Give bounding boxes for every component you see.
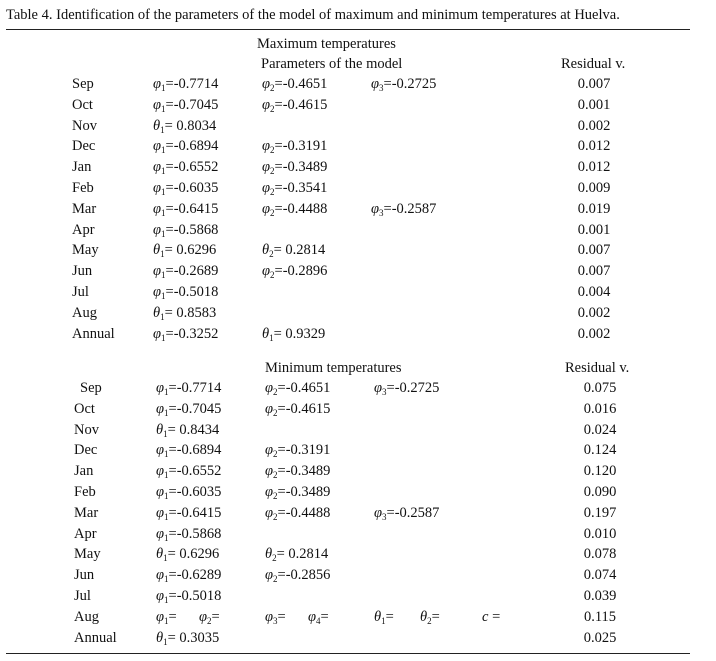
param-subscript: 1 bbox=[160, 125, 165, 135]
param-subscript: 3 bbox=[382, 387, 387, 397]
param-value: = bbox=[385, 609, 394, 625]
param-subscript: 1 bbox=[160, 249, 165, 259]
param-symbol: φ bbox=[153, 159, 162, 175]
param-value: = 0.8434 bbox=[167, 422, 220, 438]
param-symbol: φ bbox=[265, 505, 274, 521]
param-subscript: 1 bbox=[161, 333, 166, 343]
residual-value: 0.025 bbox=[583, 630, 617, 646]
param-3 bbox=[374, 504, 439, 522]
param-symbol: φ bbox=[265, 463, 274, 479]
param-value: = 0.9329 bbox=[273, 326, 326, 342]
residual-value: 0.078 bbox=[583, 546, 617, 562]
row-month: Feb bbox=[74, 484, 96, 500]
aug-param-2 bbox=[199, 608, 220, 626]
param-subscript: 2 bbox=[269, 249, 274, 259]
param-1 bbox=[156, 566, 221, 584]
param-value: =-0.6552 bbox=[168, 463, 222, 479]
residual-value: 0.002 bbox=[577, 118, 611, 134]
param-value: = 0.2814 bbox=[276, 546, 329, 562]
param-2 bbox=[262, 75, 327, 93]
param-value: =-0.4651 bbox=[277, 380, 331, 396]
param-3 bbox=[371, 200, 436, 218]
param-symbol: θ bbox=[156, 422, 164, 438]
param-value: =-0.6035 bbox=[168, 484, 222, 500]
param-subscript: 1 bbox=[164, 387, 169, 397]
param-symbol: θ bbox=[262, 326, 270, 342]
top-rule bbox=[6, 29, 690, 30]
residual-value: 0.090 bbox=[583, 484, 617, 500]
param-symbol: φ bbox=[153, 201, 162, 217]
param-subscript: 1 bbox=[161, 208, 166, 218]
param-symbol: φ bbox=[153, 180, 162, 196]
param-subscript: 1 bbox=[269, 333, 274, 343]
param-2 bbox=[265, 566, 330, 584]
param-subscript: 1 bbox=[164, 512, 169, 522]
param-subscript: 2 bbox=[427, 616, 432, 626]
param-value: = 0.6296 bbox=[164, 242, 217, 258]
max-section-title: Maximum temperatures bbox=[257, 36, 396, 52]
param-1 bbox=[153, 75, 218, 93]
param-symbol: φ bbox=[265, 442, 274, 458]
param-2 bbox=[265, 379, 330, 397]
param-symbol: φ bbox=[153, 97, 162, 113]
param-subscript: 1 bbox=[381, 616, 386, 626]
residual-value: 0.009 bbox=[577, 180, 611, 196]
row-month: Nov bbox=[74, 422, 99, 438]
param-subscript: 1 bbox=[164, 533, 169, 543]
param-symbol: φ bbox=[156, 526, 165, 542]
param-subscript: 2 bbox=[272, 553, 277, 563]
min-residual-header: Residual v. bbox=[565, 360, 630, 376]
param-subscript: 3 bbox=[379, 83, 384, 93]
param-2 bbox=[262, 200, 327, 218]
param-symbol: φ bbox=[262, 76, 271, 92]
param-symbol: φ bbox=[156, 609, 165, 625]
residual-value: 0.019 bbox=[577, 201, 611, 217]
residual-value: 0.074 bbox=[583, 567, 617, 583]
param-1 bbox=[153, 96, 218, 114]
param-value: =-0.2896 bbox=[274, 263, 328, 279]
residual-value: 0.197 bbox=[583, 505, 617, 521]
residual-value: 0.007 bbox=[577, 76, 611, 92]
param-2 bbox=[262, 137, 327, 155]
param-value: =-0.4651 bbox=[274, 76, 328, 92]
param-subscript: 2 bbox=[270, 208, 275, 218]
residual-value: 0.024 bbox=[583, 422, 617, 438]
param-symbol: φ bbox=[262, 159, 271, 175]
param-1 bbox=[153, 179, 218, 197]
residual-value: 0.007 bbox=[577, 263, 611, 279]
param-subscript: 2 bbox=[270, 104, 275, 114]
row-month: Jan bbox=[74, 463, 94, 479]
param-symbol: θ bbox=[153, 118, 161, 134]
param-value: =-0.3252 bbox=[165, 326, 219, 342]
param-symbol: θ bbox=[265, 546, 273, 562]
param-2 bbox=[262, 262, 327, 280]
max-params-subtitle: Parameters of the model bbox=[261, 56, 403, 72]
residual-value: 0.039 bbox=[583, 588, 617, 604]
param-value: = bbox=[320, 609, 329, 625]
param-subscript: 2 bbox=[270, 145, 275, 155]
param-symbol: φ bbox=[374, 505, 383, 521]
row-month: Apr bbox=[74, 526, 97, 542]
row-month: Oct bbox=[74, 401, 95, 417]
param-subscript: 2 bbox=[273, 470, 278, 480]
bottom-rule bbox=[6, 653, 690, 654]
residual-value: 0.120 bbox=[583, 463, 617, 479]
param-symbol: φ bbox=[153, 76, 162, 92]
aug-param-6 bbox=[420, 608, 440, 626]
row-month: Jul bbox=[74, 588, 91, 604]
param-1 bbox=[156, 629, 219, 647]
param-value: = 0.2814 bbox=[273, 242, 326, 258]
residual-value: 0.002 bbox=[577, 305, 611, 321]
param-subscript: 1 bbox=[161, 83, 166, 93]
param-symbol: φ bbox=[156, 567, 165, 583]
row-month: Aug bbox=[72, 305, 97, 321]
param-symbol: φ bbox=[153, 138, 162, 154]
param-subscript: 2 bbox=[207, 616, 212, 626]
param-1 bbox=[153, 200, 218, 218]
param-symbol: φ bbox=[262, 97, 271, 113]
param-value: =-0.6415 bbox=[168, 505, 222, 521]
param-subscript: 4 bbox=[316, 616, 321, 626]
param-2 bbox=[262, 179, 327, 197]
param-symbol: φ bbox=[156, 588, 165, 604]
residual-value: 0.012 bbox=[577, 159, 611, 175]
param-symbol: θ bbox=[374, 609, 382, 625]
param-symbol: φ bbox=[262, 201, 271, 217]
param-3 bbox=[371, 75, 436, 93]
aug-param-5 bbox=[374, 608, 394, 626]
param-value: =-0.2725 bbox=[386, 380, 440, 396]
param-subscript: 1 bbox=[161, 270, 166, 280]
row-month: Feb bbox=[72, 180, 94, 196]
param-symbol: φ bbox=[156, 401, 165, 417]
param-symbol: φ bbox=[265, 401, 274, 417]
param-value: =-0.5018 bbox=[168, 588, 222, 604]
param-value: = 0.6296 bbox=[167, 546, 220, 562]
param-symbol: φ bbox=[153, 222, 162, 238]
param-1 bbox=[153, 262, 218, 280]
row-month: Aug bbox=[74, 609, 99, 625]
param-symbol: φ bbox=[262, 263, 271, 279]
residual-value: 0.075 bbox=[583, 380, 617, 396]
param-value: =-0.7045 bbox=[168, 401, 222, 417]
param-1 bbox=[153, 304, 216, 322]
param-subscript: 1 bbox=[163, 637, 168, 647]
param-value: = 0.8034 bbox=[164, 118, 217, 134]
param-value: =-0.2587 bbox=[386, 505, 440, 521]
param-subscript: 2 bbox=[273, 408, 278, 418]
residual-value: 0.001 bbox=[577, 222, 611, 238]
param-value: = 0.3035 bbox=[167, 630, 220, 646]
residual-value: 0.124 bbox=[583, 442, 617, 458]
table-caption: Table 4. Identification of the parameters of the model of maximum and minimum temperatures at Huelva. bbox=[6, 7, 620, 23]
residual-value: 0.001 bbox=[577, 97, 611, 113]
param-value: =-0.7714 bbox=[168, 380, 222, 396]
residual-value: 0.007 bbox=[577, 242, 611, 258]
aug-param-7 bbox=[482, 608, 500, 626]
param-2 bbox=[262, 158, 327, 176]
param-subscript: 1 bbox=[161, 187, 166, 197]
param-subscript: 1 bbox=[164, 616, 169, 626]
param-1 bbox=[156, 504, 221, 522]
param-value: = bbox=[488, 609, 501, 625]
param-1 bbox=[156, 441, 221, 459]
param-symbol: φ bbox=[265, 609, 274, 625]
param-subscript: 3 bbox=[379, 208, 384, 218]
param-symbol: φ bbox=[199, 609, 208, 625]
param-symbol: φ bbox=[262, 180, 271, 196]
param-value: = bbox=[168, 609, 177, 625]
param-value: =-0.5868 bbox=[165, 222, 219, 238]
residual-value: 0.012 bbox=[577, 138, 611, 154]
param-value: =-0.4488 bbox=[277, 505, 331, 521]
param-symbol: θ bbox=[153, 305, 161, 321]
param-subscript: 1 bbox=[164, 408, 169, 418]
param-symbol: θ bbox=[420, 609, 428, 625]
param-value: =-0.5018 bbox=[165, 284, 219, 300]
param-1 bbox=[153, 137, 218, 155]
param-symbol: φ bbox=[371, 201, 380, 217]
param-subscript: 1 bbox=[164, 574, 169, 584]
param-value: =-0.3489 bbox=[277, 484, 331, 500]
param-value: =-0.3489 bbox=[274, 159, 328, 175]
param-value: =-0.2587 bbox=[383, 201, 437, 217]
param-1 bbox=[153, 221, 218, 239]
param-symbol: φ bbox=[308, 609, 317, 625]
param-1 bbox=[153, 325, 218, 343]
row-month: Annual bbox=[72, 326, 115, 342]
param-value: =-0.6035 bbox=[165, 180, 219, 196]
param-1 bbox=[156, 400, 221, 418]
row-month: Dec bbox=[72, 138, 96, 154]
param-value: = bbox=[211, 609, 220, 625]
param-symbol: φ bbox=[262, 138, 271, 154]
param-subscript: 1 bbox=[160, 312, 165, 322]
param-2 bbox=[265, 545, 328, 563]
param-subscript: 1 bbox=[161, 229, 166, 239]
param-symbol: φ bbox=[156, 380, 165, 396]
param-value: =-0.2689 bbox=[165, 263, 219, 279]
param-value: =-0.4615 bbox=[274, 97, 328, 113]
param-1 bbox=[156, 421, 219, 439]
param-subscript: 2 bbox=[273, 449, 278, 459]
param-1 bbox=[156, 462, 221, 480]
row-month: Jan bbox=[72, 159, 92, 175]
aug-param-1 bbox=[156, 608, 177, 626]
param-subscript: 2 bbox=[270, 187, 275, 197]
param-1 bbox=[153, 283, 218, 301]
param-subscript: 1 bbox=[161, 145, 166, 155]
param-1 bbox=[153, 158, 218, 176]
param-subscript: 3 bbox=[273, 616, 278, 626]
param-value: =-0.6289 bbox=[168, 567, 222, 583]
param-2 bbox=[262, 96, 327, 114]
param-2 bbox=[262, 241, 325, 259]
param-subscript: 2 bbox=[273, 387, 278, 397]
row-month: Dec bbox=[74, 442, 98, 458]
param-symbol: θ bbox=[156, 546, 164, 562]
row-month: Jun bbox=[74, 567, 95, 583]
row-month: Nov bbox=[72, 118, 97, 134]
param-symbol: φ bbox=[153, 326, 162, 342]
row-month: Sep bbox=[72, 76, 94, 92]
param-1 bbox=[156, 525, 221, 543]
param-symbol: φ bbox=[156, 484, 165, 500]
aug-param-4 bbox=[308, 608, 329, 626]
max-residual-header: Residual v. bbox=[561, 56, 626, 72]
param-2 bbox=[265, 462, 330, 480]
param-symbol: φ bbox=[153, 284, 162, 300]
row-month: Jun bbox=[72, 263, 93, 279]
param-symbol: φ bbox=[156, 505, 165, 521]
param-1 bbox=[153, 117, 216, 135]
param-subscript: 1 bbox=[163, 553, 168, 563]
param-symbol: c bbox=[482, 609, 489, 625]
row-month: Oct bbox=[72, 97, 93, 113]
param-subscript: 2 bbox=[273, 574, 278, 584]
param-subscript: 2 bbox=[273, 512, 278, 522]
row-month: Annual bbox=[74, 630, 117, 646]
param-symbol: φ bbox=[156, 442, 165, 458]
param-2 bbox=[265, 483, 330, 501]
param-value: =-0.2856 bbox=[277, 567, 331, 583]
param-subscript: 1 bbox=[161, 104, 166, 114]
param-1 bbox=[156, 545, 219, 563]
param-value: =-0.4488 bbox=[274, 201, 328, 217]
param-subscript: 1 bbox=[161, 291, 166, 301]
row-month: May bbox=[74, 546, 101, 562]
residual-value: 0.016 bbox=[583, 401, 617, 417]
row-month: Mar bbox=[72, 201, 97, 217]
param-symbol: θ bbox=[153, 242, 161, 258]
param-value: =-0.3191 bbox=[277, 442, 331, 458]
param-1 bbox=[153, 241, 216, 259]
min-section-title: Minimum temperatures bbox=[265, 360, 402, 376]
param-subscript: 2 bbox=[270, 270, 275, 280]
row-month: Apr bbox=[72, 222, 95, 238]
residual-value: 0.004 bbox=[577, 284, 611, 300]
param-subscript: 2 bbox=[270, 83, 275, 93]
param-1 bbox=[156, 379, 221, 397]
residual-value: 0.115 bbox=[583, 609, 617, 625]
param-1 bbox=[156, 483, 221, 501]
param-subscript: 2 bbox=[273, 491, 278, 501]
param-2 bbox=[265, 441, 330, 459]
param-3 bbox=[374, 379, 439, 397]
param-symbol: φ bbox=[156, 463, 165, 479]
param-subscript: 1 bbox=[164, 595, 169, 605]
param-2 bbox=[265, 504, 330, 522]
param-value: =-0.7714 bbox=[165, 76, 219, 92]
param-symbol: φ bbox=[153, 263, 162, 279]
param-subscript: 1 bbox=[164, 449, 169, 459]
param-value: = bbox=[431, 609, 440, 625]
param-subscript: 2 bbox=[270, 166, 275, 176]
param-value: =-0.5868 bbox=[168, 526, 222, 542]
row-month: May bbox=[72, 242, 99, 258]
param-1 bbox=[156, 587, 221, 605]
param-symbol: φ bbox=[265, 567, 274, 583]
param-symbol: θ bbox=[156, 630, 164, 646]
param-subscript: 1 bbox=[161, 166, 166, 176]
aug-param-3 bbox=[265, 608, 286, 626]
param-symbol: φ bbox=[374, 380, 383, 396]
row-month: Jul bbox=[72, 284, 89, 300]
param-subscript: 1 bbox=[163, 429, 168, 439]
param-subscript: 1 bbox=[164, 491, 169, 501]
param-symbol: φ bbox=[265, 484, 274, 500]
param-value: =-0.3541 bbox=[274, 180, 328, 196]
param-value: =-0.7045 bbox=[165, 97, 219, 113]
param-value: =-0.4615 bbox=[277, 401, 331, 417]
row-month: Sep bbox=[80, 380, 102, 396]
param-value: = 0.8583 bbox=[164, 305, 217, 321]
param-subscript: 3 bbox=[382, 512, 387, 522]
param-value: =-0.3489 bbox=[277, 463, 331, 479]
param-subscript: 1 bbox=[164, 470, 169, 480]
param-2 bbox=[265, 400, 330, 418]
residual-value: 0.002 bbox=[577, 326, 611, 342]
param-value: = bbox=[277, 609, 286, 625]
residual-value: 0.010 bbox=[583, 526, 617, 542]
param-2 bbox=[262, 325, 325, 343]
param-symbol: φ bbox=[265, 380, 274, 396]
param-value: =-0.6415 bbox=[165, 201, 219, 217]
param-symbol: φ bbox=[371, 76, 380, 92]
param-value: =-0.6894 bbox=[165, 138, 219, 154]
param-value: =-0.3191 bbox=[274, 138, 328, 154]
param-symbol: θ bbox=[262, 242, 270, 258]
param-value: =-0.6552 bbox=[165, 159, 219, 175]
param-value: =-0.2725 bbox=[383, 76, 437, 92]
row-month: Mar bbox=[74, 505, 99, 521]
param-value: =-0.6894 bbox=[168, 442, 222, 458]
